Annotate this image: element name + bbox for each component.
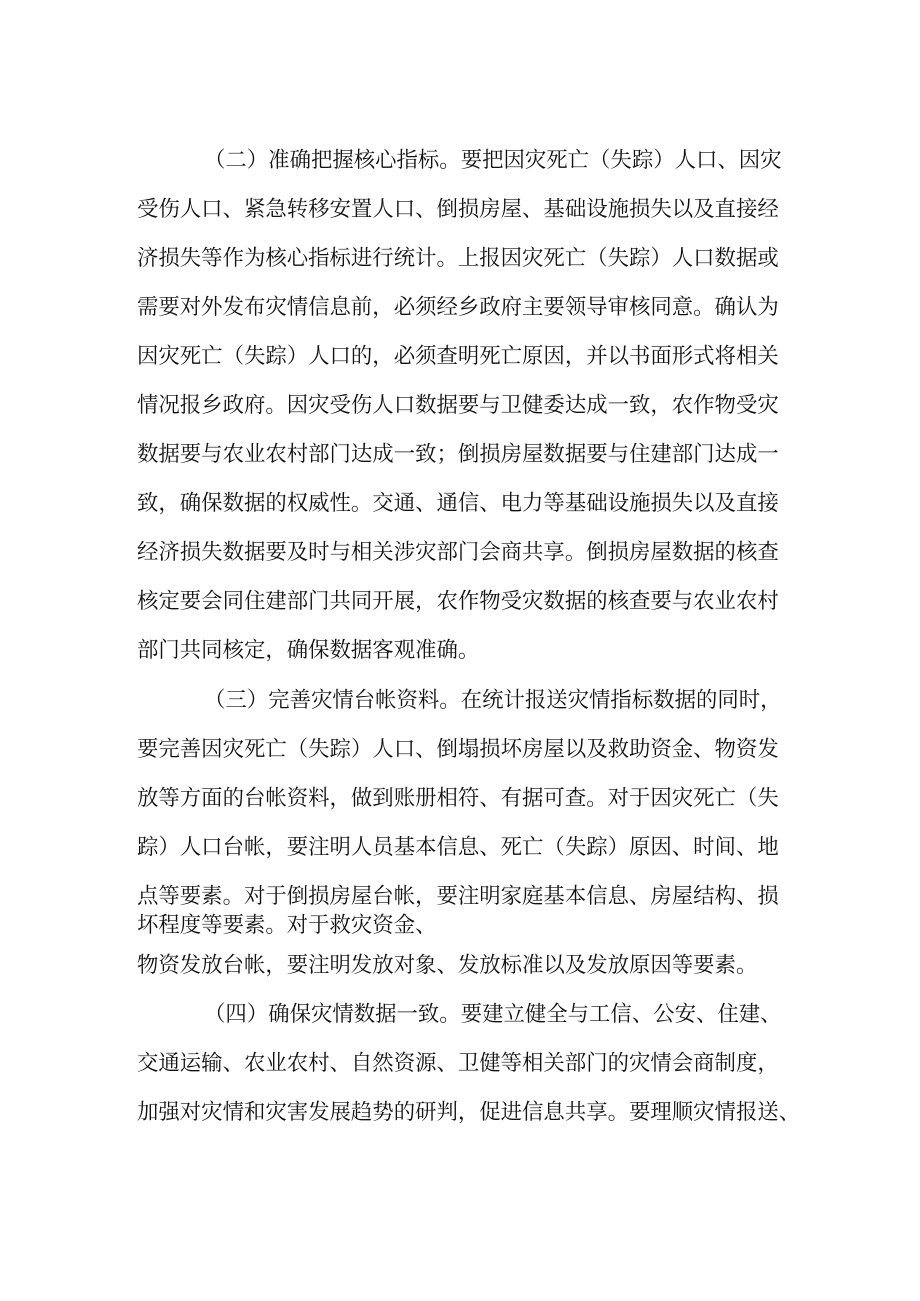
paragraph-3-line-2: 要完善因灾死亡（失踪）人口、倒塌损坏房屋以及救助资金、物资发: [137, 737, 779, 762]
paragraph-4-line-1: （四）确保灾情数据一致。要建立健全与工信、公安、住建、: [204, 1002, 782, 1027]
paragraph-3-line-5: 点等要素。对于倒损房屋台帐，要注明家庭基本信息、房屋结构、损: [137, 884, 779, 909]
paragraph-3-line-6: 坏程度等要素。对于救灾资金、: [137, 913, 437, 938]
paragraph-2-line-3: 济损失等作为核心指标进行统计。上报因灾死亡（失踪）人口数据或: [137, 246, 779, 271]
paragraph-4-line-2: 交通运输、农业农村、自然资源、卫健等相关部门的灾情会商制度，: [137, 1051, 779, 1076]
paragraph-2-line-1: （二）准确把握核心指标。要把因灾死亡（失踪）人口、因灾: [204, 148, 782, 173]
paragraph-3-line-1: （三）完善灾情台帐资料。在统计报送灾情指标数据的同时，: [204, 688, 782, 713]
paragraph-4-line-3: 加强对灾情和灾害发展趋势的研判，促进信息共享。要理顺灾情报送、: [137, 1100, 801, 1125]
paragraph-3-line-4: 踪）人口台帐，要注明人员基本信息、死亡（失踪）原因、时间、地: [137, 835, 779, 860]
paragraph-2-line-5: 因灾死亡（失踪）人口的，必须查明死亡原因，并以书面形式将相关: [137, 344, 779, 369]
paragraph-2-line-2: 受伤人口、紧急转移安置人口、倒损房屋、基础设施损失以及直接经: [137, 197, 779, 222]
paragraph-2-line-11: 部门共同核定，确保数据客观准确。: [137, 638, 480, 663]
paragraph-2-line-8: 致，确保数据的权威性。交通、通信、电力等基础设施损失以及直接: [137, 491, 779, 516]
paragraph-3-line-3: 放等方面的台帐资料，做到账册相符、有据可查。对于因灾死亡（失: [137, 786, 779, 811]
paragraph-2-line-9: 经济损失数据要及时与相关涉灾部门会商共享。倒损房屋数据的核查: [137, 540, 779, 565]
paragraph-2-line-6: 情况报乡政府。因灾受伤人口数据要与卫健委达成一致，农作物受灾: [137, 393, 779, 418]
paragraph-2-line-7: 数据要与农业农村部门达成一致；倒损房屋数据要与住建部门达成一: [137, 442, 779, 467]
paragraph-2-line-10: 核定要会同住建部门共同开展，农作物受灾数据的核查要与农业农村: [137, 589, 779, 614]
paragraph-2-line-4: 需要对外发布灾情信息前，必须经乡政府主要领导审核同意。确认为: [137, 295, 779, 320]
paragraph-3-line-7: 物资发放台帐，要注明发放对象、发放标准以及发放原因等要素。: [137, 953, 758, 978]
